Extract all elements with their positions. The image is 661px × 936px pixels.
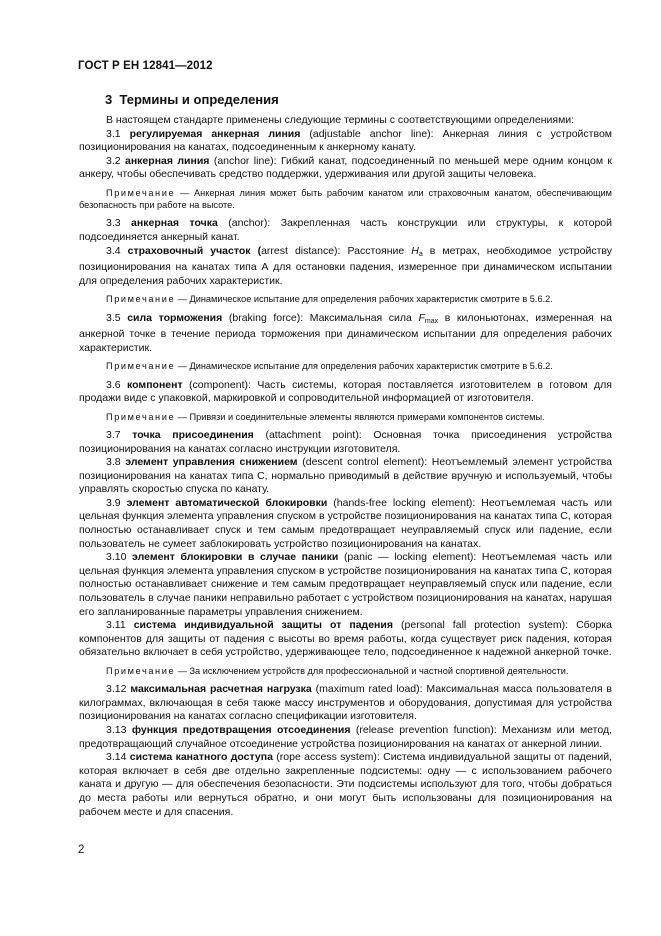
term-number: 3.2 [106, 154, 121, 167]
note-3-2 [79, 187, 612, 211]
term-number: 3.9 [106, 496, 121, 509]
term-name: максимальная расчетная нагрузка [130, 683, 312, 696]
term-name: страховочный участок ( [127, 244, 262, 257]
term-3-11 [79, 619, 612, 660]
term-3-14 [79, 751, 612, 819]
note-text: — Динамическое испытание для определения рабочих характеристик смотрите в 5.6.2. [177, 294, 553, 305]
term-number: 3.10 [106, 551, 127, 564]
section-heading [105, 92, 612, 108]
term-name: регулируемая анкерная линия [129, 127, 301, 140]
note-text: — За исключением устройств для профессиональной и частной спортивной деятельности. [177, 666, 569, 677]
term-definition: (attachment point): Основная точка присоединения устройства позиционирования на канатах согласно инструкции изготовителя. [79, 428, 613, 455]
term-definition: (rope access system): Система индивидуальной защиты от падений, которая включает в себя две отдельно закрепленные подсистемы: одну — с использованием рабочего каната и другую — для обеспечения безопасности. Эти подсистемы используют для того, чтобы добраться до места работы или вернуться обратно, и они могут быть использованы для позиционирования на рабочем месте и для спасения. [79, 751, 613, 818]
note-3-6 [79, 411, 612, 423]
term-number: 3.13 [106, 724, 127, 736]
term-definition-cont: в килоньютонах, измеренная на анкерной точке в течение периода торможения при динамическом испытании для определения рабочих характеристик. [79, 311, 613, 354]
term-3-8 [79, 456, 612, 497]
symbol-subscript: a [418, 250, 423, 258]
term-name: система канатного доступа [129, 751, 273, 764]
term-3-10 [79, 551, 612, 619]
intro-paragraph: В настоящем стандарте применены следующие термины с соответствующими определениями: [106, 114, 575, 126]
term-definition: (component): Часть системы, которая поставляется изготовителем в готовом для продажи виде с упаковкой, маркировкой и сопроводительной информацией от изготовителя. [79, 378, 612, 405]
term-number: 3.8 [106, 456, 121, 469]
term-number: 3.14 [106, 751, 127, 764]
term-3-1 [79, 128, 612, 155]
term-3-9 [79, 497, 612, 551]
term-number: 3.4 [106, 244, 121, 257]
term-3-12 [79, 683, 612, 724]
term-name: функция предотвращения отсоединения [131, 724, 351, 736]
section-title: Термины и определения [119, 92, 279, 107]
term-definition-cont: в метрах, необходимое устройству позиционирования на канатах типа А для остановки падения, измеренное при динамическом испытании для определения рабочих характеристик. [79, 244, 613, 287]
term-name: анкерная линия [125, 154, 210, 167]
term-name: элемент управления снижением [125, 456, 298, 469]
term-definition: (anchor): Закрепленная часть конструкции или структуры, к которой подсоединяется анкерный канат. [79, 217, 613, 243]
symbol: H [411, 244, 419, 257]
term-3-4 [79, 245, 612, 289]
term-number: 3.3 [106, 217, 121, 230]
term-3-5 [79, 312, 612, 356]
term-name: сила торможения [127, 311, 223, 324]
term-3-3 [79, 217, 612, 244]
term-name: элемент автоматической блокировки [126, 496, 328, 509]
note-3-11 [79, 665, 612, 677]
term-name: точка присоединения [132, 428, 254, 441]
term-definition: (anchor line): Гибкий канат, подсоединенный по меньшей мере одним концом к анкеру, чтобы обеспечивать средство поддержки, удерживания или другой защиты человека. [79, 154, 613, 181]
term-definition: (personal fall protection system): Сборка компонентов для защиты от падения с высоты во время работы, когда существует риск падения, которая обязательно включает в себя устройство, удерживающее тело, подсоединенное к надежной анкерной точке. [79, 619, 613, 659]
term-definition: (release prevention function): Механизм или метод, предотвращающий случайное отсоединение устройства позиционирования на канатах от анкерной линии. [79, 724, 613, 750]
term-number: 3.1 [106, 127, 121, 140]
term-definition: (panic — locking element): Неотъемлемая часть или цельная функция элемента управления спуском в устройстве позиционирования на канатах типа С, которая полностью останавливает снижение и тем самым предотвращает неуправляемый спуск или падение, если пользователь в случае паники неправильно работает с устройством позиционирования на канатах, нарушая его запланированные параметры управления снижением. [79, 551, 612, 618]
note-label: Примечание [106, 187, 176, 198]
document-body [79, 92, 612, 819]
term-name: анкерная точка [131, 217, 218, 230]
term-3-13 [79, 724, 612, 751]
term-name: система индивидуальной защиты от падения [133, 619, 393, 632]
term-definition: arrest distance): Расстояние [261, 244, 412, 257]
term-definition: (maximum rated load): Максимальная масса пользователя в килограммах, включающая в себя также массу инструментов и оборудования, допустимая для устройства позиционирования на канатах согласно спецификации изготовителя. [79, 683, 613, 723]
term-definition: (adjustable anchor line): Анкерная линия с устройством позиционирования на канатах, подсоединенным к анкерному канату. [79, 127, 612, 154]
term-name: компонент [127, 378, 183, 391]
term-3-6 [79, 379, 612, 406]
page-number: 2 [78, 844, 85, 856]
term-3-2 [79, 155, 612, 182]
term-number: 3.7 [106, 428, 121, 441]
symbol-subscript: max [424, 317, 439, 325]
term-definition: (braking force): Максимальная сила [228, 311, 419, 324]
term-name: элемент блокировки в случае паники [132, 551, 339, 564]
document-header: ГОСТ Р ЕН 12841—2012 [78, 60, 213, 72]
symbol: F [418, 311, 425, 324]
note-label: Примечание [106, 294, 176, 305]
section-number: 3 [105, 92, 113, 107]
term-number: 3.6 [106, 378, 121, 391]
term-3-7 [79, 429, 612, 456]
term-number: 3.5 [106, 311, 121, 324]
note-3-4 [79, 293, 612, 305]
note-label: Примечание [106, 666, 176, 677]
term-number: 3.11 [106, 619, 126, 632]
note-3-5 [79, 360, 612, 372]
note-label: Примечание [106, 411, 176, 422]
note-text: — Динамическое испытание для определения рабочих характеристик смотрите в 5.6.2. [177, 361, 553, 372]
note-label: Примечание [106, 361, 176, 372]
note-text: — Привязи и соединительные элементы являются примерами компонентов системы. [177, 411, 545, 422]
note-text: — Анкерная линия может быть рабочим канатом или страховочным канатом, обеспечивающим безопасность при работе на высоте. [79, 187, 612, 211]
term-definition: (hands-free locking element): Неотъемлемая часть или цельная функция элемента управления спуском в устройстве позиционирования на канатах типа С, которая полностью останавливает спуск и тем самым предотвращает неуправляемый спуск или падение, если пользователь не сумеет заблокировать устройство позиционирования на канатах. [79, 496, 612, 550]
term-definition: (descent control element): Неотъемлемый элемент устройства позиционирования на канатах типа С, нормально приводимый в действие вручную и используемый, чтобы управлять скоростью спуска по канату. [79, 456, 613, 496]
term-number: 3.12 [106, 683, 127, 696]
